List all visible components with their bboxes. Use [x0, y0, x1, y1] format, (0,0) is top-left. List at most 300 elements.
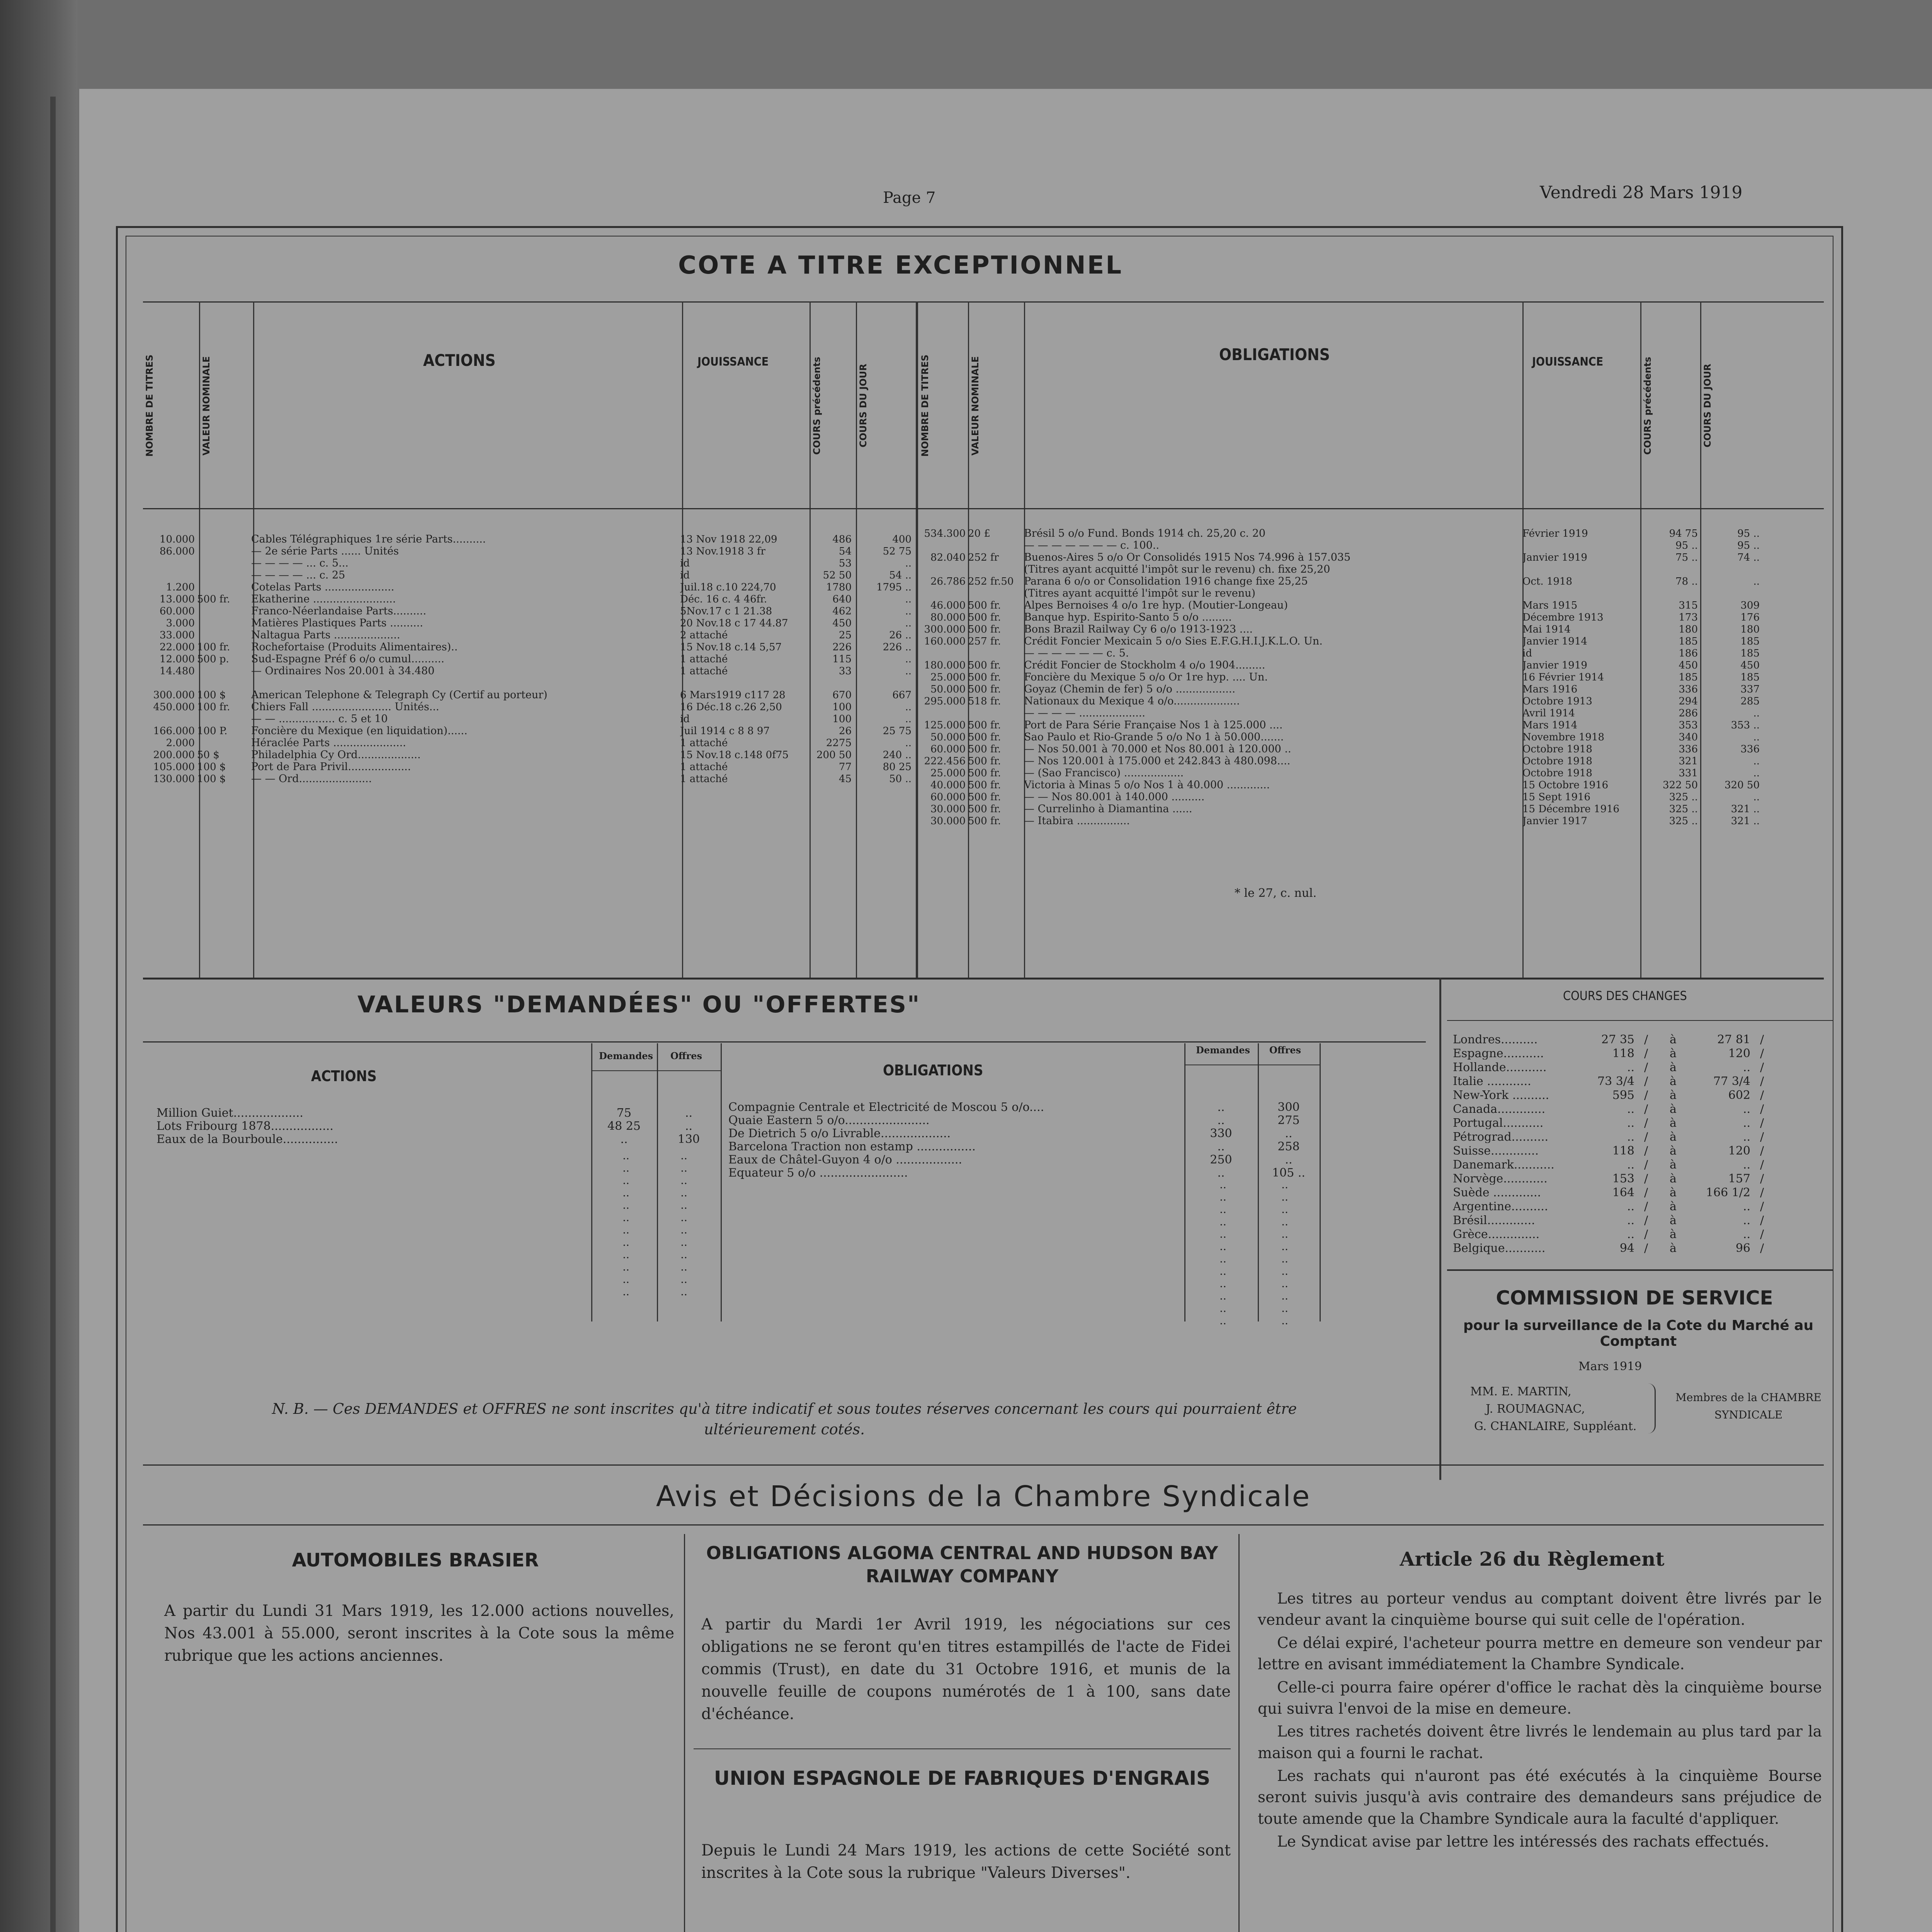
- cell-n: 50.000: [930, 684, 966, 695]
- action-row: [145, 773, 914, 785]
- change-sep: /: [1644, 1145, 1648, 1157]
- article-title: Article 26 du Règlement: [1400, 1548, 1665, 1570]
- valeurs-changes-divider: [1439, 978, 1441, 1480]
- cell-p: 78 ..: [1675, 576, 1698, 587]
- change-high: 27 81: [1717, 1034, 1750, 1046]
- cell-n: 60.000: [160, 605, 195, 617]
- change-sep: /: [1644, 1117, 1648, 1129]
- filler-row: [1192, 1228, 1316, 1240]
- filler-dot: ..: [1219, 1228, 1226, 1240]
- cell-v: 500 fr.: [968, 600, 1001, 611]
- valeur-row: [728, 1167, 1320, 1180]
- filler-dot: ..: [622, 1285, 629, 1298]
- article-paragraph: Ce délai expiré, l'acheteur pourra mettre en demeure son vendeur par lettre en avisant immédiatement la Chambre Syndicale.: [1258, 1634, 1822, 1673]
- valeur-offre: ..: [1285, 1154, 1293, 1166]
- valeurs-title: VALEURS "DEMANDÉES" OU "OFFERTES": [357, 991, 921, 1018]
- change-row: [1453, 1131, 1824, 1145]
- cell-d: 95 ..: [1737, 528, 1760, 539]
- cell-j: 1 attaché: [680, 761, 728, 773]
- filler-dot: ..: [622, 1162, 629, 1174]
- cell-p: 336: [1679, 684, 1698, 695]
- filler-row: [1192, 1315, 1316, 1327]
- change-sep: à: [1670, 1145, 1677, 1157]
- valeur-demande: ..: [1217, 1101, 1225, 1113]
- cell-d: ..: [905, 617, 912, 629]
- cell-p: 486: [832, 534, 852, 545]
- obligation-row: [920, 635, 1833, 647]
- cell-n: 14.480: [160, 665, 195, 677]
- book-binding: [0, 0, 77, 1932]
- cell-name: Ekatherine .........................: [251, 593, 396, 605]
- cell-n: 25.000: [930, 767, 966, 779]
- change-high: 120: [1728, 1048, 1750, 1060]
- article-paragraph: Le Syndicat avise par lettre les intéressés des rachats effectués.: [1277, 1833, 1769, 1851]
- obligation-row: [920, 815, 1833, 827]
- cell-d: 185: [1740, 636, 1760, 647]
- avis-title: Avis et Décisions de la Chambre Syndicale: [656, 1480, 1311, 1513]
- cell-p: 331: [1679, 767, 1698, 779]
- filler-dot: ..: [622, 1223, 629, 1236]
- valeurs-actions-header: ACTIONS: [311, 1068, 377, 1085]
- cell-p: 115: [832, 653, 852, 665]
- action-row: [145, 593, 914, 605]
- cell-n: 26.786: [930, 576, 966, 587]
- cell-name: Bons Brazil Railway Cy 6 o/o 1913-1923 ....: [1024, 623, 1253, 635]
- cell-name: — — — — ....................: [1024, 707, 1145, 719]
- filler-dot: ..: [622, 1236, 629, 1248]
- cell-d: ..: [905, 594, 912, 605]
- filler-dot: ..: [622, 1260, 629, 1273]
- cell-name: Sao Paulo et Rio-Grande 5 o/o No 1 à 50.000.......: [1024, 731, 1284, 743]
- valeurs-offres-label: Offres: [670, 1050, 702, 1061]
- change-country: Pétrograd..........: [1453, 1131, 1549, 1143]
- union-title: UNION ESPAGNOLE DE FABRIQUES D'ENGRAIS: [714, 1767, 1211, 1789]
- change-sep: /: [1644, 1131, 1648, 1143]
- cell-j: Octobre 1918: [1522, 767, 1592, 779]
- filler-dots: [597, 1150, 713, 1298]
- cell-v: 500 fr.: [968, 767, 1001, 779]
- cell-name: — (Sao Francisco) ..................: [1024, 767, 1184, 779]
- cell-n: 80.000: [930, 612, 966, 623]
- change-high: 166 1/2: [1706, 1187, 1750, 1199]
- valeur-row: [728, 1128, 1320, 1141]
- filler-dot: ..: [1219, 1240, 1226, 1253]
- change-country: Brésil.............: [1453, 1214, 1535, 1226]
- change-sep: à: [1670, 1117, 1677, 1129]
- cell-d: ..: [1753, 791, 1760, 803]
- cell-p: 336: [1679, 743, 1698, 755]
- cell-d: 176: [1740, 612, 1760, 623]
- cell-p: 75 ..: [1675, 552, 1698, 563]
- cell-p: 94 75: [1669, 528, 1698, 539]
- cell-p: 200 50: [816, 749, 852, 761]
- valeur-demande: ..: [1217, 1167, 1225, 1179]
- change-country: Londres..........: [1453, 1034, 1538, 1046]
- cell-name: Cables Télégraphiques 1re série Parts..........: [251, 533, 486, 545]
- cell-n: 3.000: [166, 617, 195, 629]
- cell-v: 500 fr.: [968, 731, 1001, 743]
- action-row: [145, 545, 914, 557]
- cell-d: 226 ..: [883, 641, 912, 653]
- cell-j: id: [680, 558, 690, 569]
- filler-dot: ..: [680, 1285, 687, 1298]
- col-cours-jour-header: COURS DU JOUR: [858, 364, 869, 448]
- book-spine: [50, 97, 56, 1932]
- valeur-row: [156, 1133, 721, 1146]
- cell-n: 82.040: [930, 552, 966, 563]
- cell-d: 667: [892, 689, 912, 701]
- cell-name: — Currelinho à Diamantina ......: [1024, 803, 1192, 815]
- cell-j: 15 Sept 1916: [1522, 791, 1591, 803]
- cell-p: 95 ..: [1675, 540, 1698, 551]
- cell-name: Crédit Foncier de Stockholm 4 o/o 1904.........: [1024, 659, 1265, 671]
- page-date: Vendredi 28 Mars 1919: [1540, 183, 1743, 202]
- filler-row: [597, 1150, 713, 1162]
- cell-p: 100: [832, 701, 852, 713]
- filler-dot: ..: [1281, 1277, 1288, 1290]
- cell-name: — — Ord......................: [251, 773, 372, 785]
- cell-name: Parana 6 o/o or Consolidation 1916 change fixe 25,25: [1024, 575, 1308, 587]
- change-sep: /: [1644, 1103, 1648, 1115]
- cell-j: 1 attaché: [680, 665, 728, 677]
- cell-n: 25.000: [930, 672, 966, 683]
- cell-v: 500 fr.: [968, 791, 1001, 803]
- cell-name: — — — — — — c. 5.: [1024, 647, 1129, 659]
- change-country: Canada.............: [1453, 1103, 1546, 1115]
- change-country: Hollande...........: [1453, 1061, 1547, 1073]
- cell-v: 100 fr.: [197, 641, 230, 653]
- col-rule: [916, 301, 918, 978]
- valeur-row: [156, 1107, 721, 1120]
- obligation-row: [920, 707, 1833, 719]
- cell-d: ..: [905, 558, 912, 569]
- cell-d: 50 ..: [889, 773, 912, 785]
- cell-name: — Nos 120.001 à 175.000 et 242.843 à 480.098....: [1024, 755, 1291, 767]
- valeur-name: Barcelona Traction non estamp ................: [728, 1141, 976, 1153]
- article-paragraph: Les titres au porteur vendus au comptant doivent être livrés par le vendeur avant la cinquième bourse qui suit celle de l'opération.: [1258, 1590, 1822, 1629]
- col-actions-header: ACTIONS: [423, 351, 496, 370]
- cell-name: American Telephone & Telegraph Cy (Certif au porteur): [251, 689, 548, 701]
- valeurs-bottom-rule: [143, 1464, 1824, 1466]
- filler-dot: ..: [1219, 1277, 1226, 1290]
- cell-p: 286: [1679, 707, 1698, 719]
- brasier-title: AUTOMOBILES BRASIER: [292, 1549, 539, 1571]
- filler-dot: ..: [1219, 1302, 1226, 1315]
- cell-d: ..: [1753, 707, 1760, 719]
- cell-n: 200.000: [153, 749, 195, 761]
- action-row: [145, 617, 914, 629]
- article-paragraph: Les rachats qui n'auront pas été exécutés à la cinquième Bourse seront suivis jusqu'à avis contraire des demandeurs sans préjudice de toute amende que la Chambre Syndicale aura la faculté d'appliquer.: [1258, 1767, 1822, 1828]
- filler-dot: ..: [680, 1186, 687, 1199]
- valeur-offre: 130: [677, 1133, 700, 1145]
- filler-dot: ..: [680, 1273, 687, 1286]
- col-cours-prec-oblig-header: COURS précédents: [1642, 357, 1653, 455]
- cell-d: ..: [1753, 576, 1760, 587]
- col-obligations-header: OBLIGATIONS: [1219, 345, 1330, 364]
- valeur-row: [728, 1141, 1320, 1154]
- cell-j: id: [680, 570, 690, 581]
- cell-name: Goyaz (Chemin de fer) 5 o/o ..................: [1024, 683, 1236, 695]
- valeurs-rule: [143, 1041, 1426, 1043]
- change-row: [1453, 1117, 1824, 1131]
- cell-d: ..: [905, 713, 912, 725]
- cell-name: Héraclée Parts ......................: [251, 737, 406, 749]
- change-row: [1453, 1228, 1824, 1242]
- change-row: [1453, 1173, 1824, 1187]
- change-country: Suède .............: [1453, 1187, 1541, 1199]
- filler-row: [597, 1224, 713, 1236]
- change-sep: /: [1644, 1061, 1648, 1073]
- action-row: [145, 761, 914, 773]
- cell-p: 25: [838, 629, 852, 641]
- obligations-table: [920, 527, 1833, 827]
- change-country: Italie ............: [1453, 1075, 1531, 1087]
- change-country: Portugal...........: [1453, 1117, 1544, 1129]
- change-country: Norvège............: [1453, 1173, 1548, 1185]
- cote-top-rule: [143, 301, 1824, 303]
- cell-name: — Nos 50.001 à 70.000 et Nos 80.001 à 120.000 ..: [1024, 743, 1291, 755]
- action-row: [145, 629, 914, 641]
- valeur-offre: 258: [1277, 1141, 1300, 1153]
- obligation-row: [920, 767, 1833, 779]
- valeur-demande: 250: [1210, 1154, 1232, 1166]
- cell-n: 30.000: [930, 815, 966, 827]
- cell-n: 60.000: [930, 743, 966, 755]
- cell-n: 125.000: [924, 719, 966, 731]
- changes-rule: [1447, 1020, 1833, 1021]
- cell-p: 322 50: [1663, 779, 1698, 791]
- cell-d: 185: [1740, 672, 1760, 683]
- changes-title: COURS DES CHANGES: [1563, 988, 1687, 1003]
- obligation-row: [920, 743, 1833, 755]
- change-sep: /: [1760, 1048, 1764, 1060]
- cell-d: ..: [1753, 767, 1760, 779]
- change-low: ..: [1627, 1117, 1634, 1129]
- change-sep: /: [1644, 1214, 1648, 1226]
- cell-j: Mars 1915: [1522, 600, 1578, 611]
- cell-d: 285: [1740, 696, 1760, 707]
- change-sep: à: [1670, 1159, 1677, 1171]
- filler-dot: ..: [1281, 1215, 1288, 1228]
- change-high: ..: [1743, 1201, 1750, 1213]
- cell-name: Foncière du Mexique 5 o/o Or 1re hyp. .... Un.: [1024, 671, 1268, 683]
- filler-row: [1192, 1253, 1316, 1265]
- cell-n: 30.000: [930, 803, 966, 815]
- cell-d: 309: [1740, 600, 1760, 611]
- change-low: ..: [1627, 1214, 1634, 1226]
- filler-dot: ..: [1219, 1265, 1226, 1277]
- change-sep: à: [1670, 1187, 1677, 1199]
- change-high: ..: [1743, 1061, 1750, 1073]
- valeurs-obligations-header: OBLIGATIONS: [883, 1062, 983, 1079]
- change-row: [1453, 1159, 1824, 1173]
- cell-d: 337: [1740, 684, 1760, 695]
- cell-name: Crédit Foncier Mexicain 5 o/o Sies E.F.G.H.I.J.K.L.O. Un.: [1024, 635, 1323, 647]
- valeur-row: [728, 1101, 1320, 1114]
- cell-p: 185: [1679, 672, 1698, 683]
- change-sep: à: [1670, 1131, 1677, 1143]
- cell-p: 1780: [826, 582, 852, 593]
- cell-p: 450: [1679, 660, 1698, 671]
- change-high: 602: [1728, 1089, 1750, 1101]
- change-sep: /: [1760, 1075, 1764, 1087]
- change-high: ..: [1743, 1214, 1750, 1226]
- filler-dot: ..: [1281, 1228, 1288, 1240]
- change-low: 118: [1612, 1145, 1634, 1157]
- change-sep: /: [1644, 1159, 1648, 1171]
- cell-d: ..: [905, 653, 912, 665]
- change-sep: /: [1760, 1117, 1764, 1129]
- filler-dot: ..: [1281, 1203, 1288, 1216]
- valeur-demande: ..: [620, 1133, 628, 1145]
- change-sep: à: [1670, 1061, 1677, 1073]
- change-high: 77 3/4: [1713, 1075, 1750, 1087]
- change-sep: /: [1760, 1061, 1764, 1073]
- cell-n: 50.000: [930, 731, 966, 743]
- cell-name: Buenos-Aires 5 o/o Or Consolidés 1915 Nos 74.996 à 157.035: [1024, 551, 1351, 563]
- change-high: ..: [1743, 1228, 1750, 1240]
- cell-v: 257 fr.: [968, 636, 1001, 647]
- valeur-demande: ..: [1217, 1114, 1225, 1126]
- change-sep: /: [1644, 1089, 1648, 1101]
- cell-name: Foncière du Mexique (en liquidation)......: [251, 725, 468, 737]
- filler-dot: ..: [622, 1248, 629, 1261]
- change-sep: à: [1670, 1214, 1677, 1226]
- avis-rule: [143, 1524, 1824, 1526]
- cell-name: Cotelas Parts .....................: [251, 581, 395, 593]
- col-rule: [721, 1043, 722, 1321]
- cell-v: 500 fr.: [968, 743, 1001, 755]
- cell-v: 500 fr.: [968, 624, 1001, 635]
- page-number: Page 7: [883, 189, 936, 207]
- filler-dot: ..: [680, 1260, 687, 1273]
- cell-d: 320 50: [1725, 779, 1760, 791]
- cell-n: 22.000: [160, 641, 195, 653]
- cell-p: 2275: [826, 737, 852, 749]
- commission-title: COMMISSION DE SERVICE: [1496, 1287, 1773, 1309]
- cell-p: 353: [1679, 719, 1698, 731]
- cell-d: 353 ..: [1731, 719, 1760, 731]
- commission-role: Membres de la CHAMBRE SYNDICALE: [1675, 1391, 1821, 1421]
- cell-name: Naltagua Parts ....................: [251, 629, 400, 641]
- cell-j: 13 Nov.1918 3 fr: [680, 546, 765, 557]
- change-high: ..: [1743, 1131, 1750, 1143]
- filler-row: [597, 1211, 713, 1224]
- cell-p: 186: [1679, 648, 1698, 659]
- cell-j: 20 Nov.18 c 17 44.87: [680, 617, 788, 629]
- cell-d: 321 ..: [1731, 815, 1760, 827]
- cell-d: 25 75: [883, 725, 912, 737]
- cell-n: 295.000: [924, 696, 966, 707]
- cell-j: 6 Mars1919 c117 28: [680, 689, 786, 701]
- cell-name: Victoria à Minas 5 o/o Nos 1 à 40.000 .............: [1024, 779, 1270, 791]
- action-row: [145, 713, 914, 725]
- obligation-row: [920, 527, 1833, 539]
- valeur-name: Million Guiet...................: [156, 1107, 303, 1119]
- valeurs-note: N. B. — Ces DEMANDES et OFFRES ne sont inscrites qu'à titre indicatif et sous toutes réserves concernant les cours qui pourraient être ultérieurement cotés.: [272, 1400, 1297, 1438]
- cell-v: 252 fr.50: [968, 576, 1014, 587]
- cell-v: 100 $: [197, 773, 226, 785]
- commission-member-1: MM. E. MARTIN,: [1470, 1385, 1571, 1398]
- action-row: [145, 665, 914, 677]
- cell-n: 40.000: [930, 779, 966, 791]
- filler-row: [1192, 1216, 1316, 1228]
- cell-p: 185: [1679, 636, 1698, 647]
- change-country: New-York ..........: [1453, 1089, 1549, 1101]
- change-country: Espagne...........: [1453, 1048, 1544, 1060]
- cell-d: ..: [905, 701, 912, 713]
- cell-p: 226: [832, 641, 852, 653]
- change-low: 595: [1612, 1089, 1634, 1101]
- change-high: ..: [1743, 1103, 1750, 1115]
- cell-p: 325 ..: [1669, 815, 1698, 827]
- obligation-row: [920, 671, 1833, 683]
- algoma-rule: [694, 1748, 1231, 1749]
- cell-d: 80 25: [883, 761, 912, 773]
- algoma-text: A partir du Mardi 1er Avril 1919, les négociations sur ces obligations ne se feront qu'en titres estampillés de l'acte de Fidei commis (Trust), en date du 31 Octobre 1916, et munis de la nouvelle feuille de coupons numérotés de 1 à 100, sans date d'échéance.: [701, 1616, 1231, 1723]
- change-high: ..: [1743, 1117, 1750, 1129]
- cell-name: — Itabira ................: [1024, 815, 1130, 827]
- cell-v: 100 $: [197, 761, 226, 773]
- obligation-row: [920, 755, 1833, 767]
- cell-j: id: [1522, 648, 1532, 659]
- change-sep: à: [1670, 1034, 1677, 1046]
- cell-p: 52 50: [823, 570, 852, 581]
- change-high: 96: [1735, 1242, 1750, 1254]
- filler-row: [1192, 1265, 1316, 1277]
- cell-n: 12.000: [160, 653, 195, 665]
- cell-p: 340: [1679, 731, 1698, 743]
- filler-dot: ..: [1219, 1215, 1226, 1228]
- change-row: [1453, 1145, 1824, 1159]
- change-sep: à: [1670, 1173, 1677, 1185]
- valeur-name: Lots Fribourg 1878.................: [156, 1120, 333, 1132]
- cell-d: 321 ..: [1731, 803, 1760, 815]
- cell-v: 500 fr.: [968, 660, 1001, 671]
- cell-j: Octobre 1918: [1522, 743, 1592, 755]
- cell-d: ..: [905, 605, 912, 617]
- cell-j: Juil.18 c.10 224,70: [680, 582, 776, 593]
- change-row: [1453, 1103, 1824, 1117]
- cell-j: 15 Octobre 1916: [1522, 779, 1609, 791]
- cell-p: 54: [838, 546, 852, 557]
- cell-p: 173: [1679, 612, 1698, 623]
- action-row: [145, 749, 914, 761]
- valeur-offre: ..: [685, 1107, 693, 1119]
- obligation-row: [920, 551, 1833, 563]
- change-sep: /: [1760, 1131, 1764, 1143]
- filler-dot: ..: [680, 1236, 687, 1248]
- cell-n: 13.000: [160, 594, 195, 605]
- change-sep: à: [1670, 1048, 1677, 1060]
- change-high: 157: [1728, 1173, 1750, 1185]
- valeur-name: Eaux de la Bourboule...............: [156, 1133, 338, 1145]
- col-rule: [591, 1043, 592, 1321]
- filler-dot: ..: [622, 1186, 629, 1199]
- change-sep: /: [1644, 1048, 1648, 1060]
- cell-j: Janvier 1917: [1522, 815, 1587, 827]
- cell-j: Janvier 1919: [1522, 660, 1587, 671]
- action-row: [145, 533, 914, 545]
- article-paragraph: Celle-ci pourra faire opérer d'office le rachat dès la cinquième bourse qui suivra l'envoi de la mise en demeure.: [1258, 1679, 1822, 1718]
- change-low: ..: [1627, 1228, 1634, 1240]
- cell-j: Oct. 1918: [1522, 576, 1573, 587]
- filler-row: [597, 1286, 713, 1298]
- cell-j: Décembre 1913: [1522, 612, 1604, 623]
- filler-dot: ..: [1281, 1265, 1288, 1277]
- change-row: [1453, 1187, 1824, 1201]
- filler-dot: ..: [1219, 1190, 1226, 1203]
